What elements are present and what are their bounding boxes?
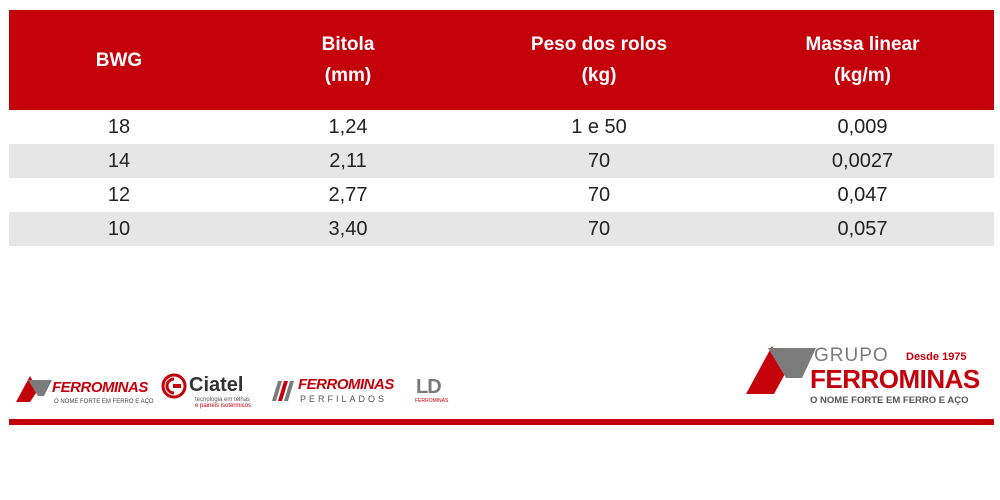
grupo-name: FERROMINAS bbox=[810, 364, 980, 394]
cell-bwg: 18 bbox=[107, 115, 131, 138]
header-massa bbox=[731, 10, 994, 110]
ld-name: LD bbox=[416, 376, 441, 398]
cell-peso: 70 bbox=[587, 217, 611, 240]
grupo-ferrominas-mark-icon bbox=[746, 344, 816, 394]
header-bitola-line2: (mm) bbox=[324, 65, 372, 86]
cell-peso: 70 bbox=[587, 149, 611, 172]
header-massa-line2: (kg/m) bbox=[833, 65, 891, 86]
ferrominas-logo bbox=[16, 374, 156, 408]
header-bwg bbox=[9, 10, 229, 110]
cell-bwg: 14 bbox=[107, 149, 131, 172]
header-peso bbox=[467, 10, 731, 110]
header-bitola-line1: Bitola bbox=[321, 34, 375, 55]
cell-bitola: 3,40 bbox=[328, 217, 368, 240]
footer-divider bbox=[9, 419, 994, 425]
table-header bbox=[9, 10, 994, 110]
ld-tagline: FERROMINAS bbox=[415, 398, 449, 404]
cell-massa: 0,0027 bbox=[831, 149, 894, 172]
ferrominas-mark-icon bbox=[16, 374, 52, 402]
cell-massa: 0,009 bbox=[837, 115, 888, 138]
header-massa-line1: Massa linear bbox=[805, 34, 920, 55]
cell-bwg: 10 bbox=[107, 217, 131, 240]
header-bwg-label: BWG bbox=[95, 49, 143, 71]
cell-massa: 0,057 bbox=[837, 217, 888, 240]
grupo-label: GRUPO bbox=[814, 345, 889, 366]
table-row bbox=[9, 144, 994, 178]
table-row bbox=[9, 212, 994, 246]
ciatel-logo bbox=[161, 373, 261, 409]
grupo-tagline: O NOME FORTE EM FERRO E AÇO bbox=[810, 395, 969, 406]
cell-bitola: 1,24 bbox=[328, 115, 368, 138]
ferrominas-name: FERROMINAS bbox=[52, 379, 148, 396]
grupo-ferrominas-logo bbox=[746, 344, 980, 412]
perfilados-tagline: PERFILADOS bbox=[300, 394, 388, 404]
ferrominas-perfilados-logo bbox=[272, 375, 402, 409]
table-row bbox=[9, 110, 994, 144]
cell-peso: 70 bbox=[587, 183, 611, 206]
ciatel-tagline-1: tecnologia em telhas bbox=[195, 397, 251, 403]
table-row bbox=[9, 178, 994, 212]
header-peso-line1: Peso dos rolos bbox=[530, 34, 668, 55]
cell-bitola: 2,11 bbox=[329, 149, 367, 172]
cell-bitola: 2,77 bbox=[328, 183, 368, 206]
wire-specs-table bbox=[9, 10, 994, 246]
cell-massa: 0,047 bbox=[837, 183, 888, 206]
ld-logo bbox=[414, 376, 448, 406]
ciatel-mark-icon bbox=[161, 373, 187, 399]
cell-bwg: 12 bbox=[107, 183, 131, 206]
header-bitola bbox=[229, 10, 467, 110]
ciatel-tagline-2: e painéis isotérmicos bbox=[195, 403, 252, 409]
grupo-since: Desde 1975 bbox=[906, 351, 967, 363]
perfilados-mark-icon bbox=[272, 377, 298, 401]
ciatel-name: Ciatel bbox=[189, 374, 244, 396]
perfilados-name: FERROMINAS bbox=[298, 376, 394, 393]
cell-peso: 1 e 50 bbox=[571, 115, 627, 138]
ferrominas-tagline: O NOME FORTE EM FERRO E AÇO bbox=[54, 399, 154, 405]
header-peso-line2: (kg) bbox=[581, 65, 617, 86]
